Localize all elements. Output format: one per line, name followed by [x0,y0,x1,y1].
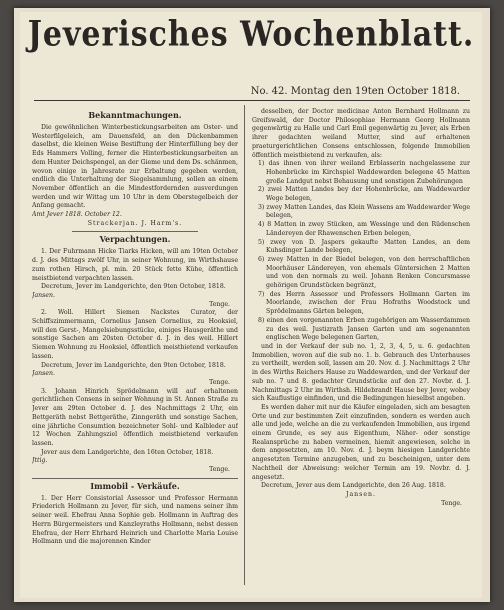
property-item: 4) 8 Matten in zwey Stücken, am Wessinge und den Rüdenschen Ländereyen der Rhawenschen Erben belegen, [258,221,470,237]
section-heading-announcements: Bekanntmachungen. [88,110,182,120]
lease-notice-3: 3. Johann Hinrich Sprödelmann will auf erhaltenen gerichtlichen Consens in seiner Wohnung in St. Annen Straße zu Jever am 29ten October d. J. des Nachmittags 2 Uhr, ein Bettgeräth nebst Bettgeräthe, Zinngeräth und sonstige Sachen, eine jährliche Consumtion bezeichneter Sohl- und Kalbleder auf 12 Wochen Zahlungsziel öffentlich meistbietend verkaufen lassen. [32,387,238,447]
announcement-text: Die gewöhnlichen Winterbestickungsarbeiten am Oster- und Westerfilgeleich, am Dauensfeld, an den Dückenbammen daselbst, die kleinen Weise Bestiftung der Hinterfüllung bey der Eds Hammers Volling, ferner die Hinterbestickungsarbeiten an dem Hunter Deichspengel, an der Gieme und dem Ds. schänmen, wovon einige in Jahresrate zur Erbaltung gegeben werden, endlich die Unterhaltung der Siegelsammlung, sollen an einem November öffentlich an die Mindestfordernden ausverdungen werden und wir Wittag um 10 Uhr in dem Oberstegelbeich der Anfang gemacht. [32,124,238,210]
left-column [32,108,238,588]
section-heading-property-sales: Immobil - Verkäufe. [90,480,180,491]
header-rule [34,100,470,101]
newspaper-masthead: Jeverisches Wochenblatt. [27,14,475,55]
sale-decree: Decretum, Jever aus dem Landgerichte, den 26 Aug. 1818. [261,482,446,490]
property-item: 3) zwey Matten Landes, das Klein Wassens am Waddewarder Wege belegen, [258,203,470,220]
lease-notice-1: 1. Der Fuhrmann Hicke Tiarks Hicken, will am 19ten October d. J. des Mittags zwölf Uhr, in seiner Wohnung, im Wirthshause zum rothen Hirsch, pl. min. 20 Stück fette Kühe, öffentlich meistbietend verpachten lassen. [32,248,238,282]
lease-notice-2: 2. Woll. Hillert Siemen Nackstes Curator, der Schiffszimmermann, Cornelius Jansen Cornelius, zu Hooksiel, will den Gerst-, Mangelsiebungsstücke, einiges Hausgeräthe und sonstige Sachen am 20sten October d. J. in des weil. Hillert Siemen Wohnung zu Hooksiel, öffentlich meistbietend verkaufen lassen. [32,309,238,360]
scanned-page-frame [14,8,490,602]
property-item: 7) des Herrn Assessor und Professors Hollmann Garten im Moorlande, zwischen der Frau Hofraths Woodstock und Sprödelmanns Gärten belegen, [258,290,470,316]
announcement-signatures: Strackerjan. J. Harm's. [87,219,183,227]
lease-notice-1-signer-1: Jansen. [32,291,55,299]
property-sale-notice: 1. Der Herr Consistorial Assessor und Professor Hermann Friederich Hollmann zu Jever, für sich, und namens seiner ihm seiner weil. Ehefrau Anna Sophie geb. Hollmann in Auftrag des Herrn Bürgermeisters und Kanzleyraths Hollmann, nebst dessen Ehefrau, der Herr Ehrhard Heinrich und Charlotte Maria Louise Hollmann und die majorennen Kinder [32,494,238,546]
sale-signer-1: Jansen. [346,490,376,498]
property-item: 5) zwey von D. Jaspers gekaufte Matten Landes, an dem Kuhsdinger Lande belegen, [258,238,470,255]
newspaper-page [20,12,482,598]
right-column [252,108,470,588]
lease-notice-2-signer-2: Tenge. [209,378,230,386]
sale-claims-notice: Es werden daher mit nur die Käufer eingeladen, sich am besagten Orte und zur bestimmten Zeit einzufinden, sondern es werden auch alle und jede, welche an die zu verkaufenden Immobilien, aus irgend einem Grunde, es sey aus Eigenthum, Näher- oder sonstige Realansprüche zu haben vermeinen, hiemit angewiesen, solche in dem angesetzten, am 10. Nov. d. J. beym hiesigen Landgerichte angesetzten Termine anzugeben, und zu bescheinigen, unter dem Nachtheil der Abweisung: welcher Termin am 19. Novbr. d. J. angesetzt. [252,403,470,481]
announcement-date: Amt Jever 1818. October 12. [32,211,122,219]
separator [72,231,198,232]
issue-dateline: No. 42. Montag den 19ten October 1818. [250,86,460,97]
property-item: 1) das ihnen von ihrer weiland Erblasserin nachgelassene zur Hohenbrücke im Kirchspiel Waddewarden belegene 45 Matten große Landgut nebst Behausung und sonstigen Zubehörungen [258,160,470,185]
property-sale-continuation: desselben, der Doctor medicinae Anton Bernhard Hollmann zu Greifswald, der Doctor Philosophiae Hermann Georg Hollmann gegenwärtig zu Halle und Carl Emil gegenwärtig zu Jever, als Erben ihrer gedachten weiland Mutter, sind auf erhaltenen praeturgerichtlichen Consens entschlossen, folgende Immobilien öffentlich meistbietend zu verkaufen, als: [252,108,470,159]
lease-notice-2-signer-1: Jansen. [32,370,55,378]
lease-notice-1-decree: Decretum, Jever im Landgerichte, den 9ten October, 1818. [41,283,226,291]
sale-signer-2: Tenge. [441,499,462,507]
sale-terms: und in der Verkauf der sub no. 1, 2, 3, 4, 5, u. 6. gedachten Immobilien, wovon auf die sub no. 1. b. Gebrauch des Unterhauses zu vertheilt, werden soll, lassen am 20. Nov. d. J. Nachmittags 2 Uhr in des Wirths Reichers Hause zu Waddewarden, und der Verkauf der sub no. 7 und 8. gedachter Grundstücke auf den 27. Novbr. d. J. Nachmittags 2 Uhr im Wirthsh. Hildebrandt Hause bey Jever, wobey sich Kauflustige einfinden, und die Bedingungen hieselbst angeben. [252,342,470,403]
lease-notice-2-decree: Decretum, Jever im Landgerichte, den 9ten October, 1818. [41,361,226,369]
separator [32,478,238,479]
lease-notice-3-signer-2: Tenge. [209,466,230,474]
section-heading-leases: Verpachtungen. [99,234,171,245]
lease-notice-3-decree: Jever aus dem Landgerichte, den 16ten October, 1818. [41,448,214,456]
property-item: 8) einen den vorgenannten Erben zugehörigen am Wasserdammen zu des weil. Justizrath Jansen Garten und am sogenannten englischen Wege belegenen Garten, [258,316,470,342]
property-item: 2) zwei Matten Landes bey der Hohenbrücke, am Waddewarder Wege belegen, [258,186,470,203]
column-divider [244,105,245,585]
property-item: 6) zwey Matten in der Biedel belegen, von den herrschaftlichen Moorhäuser Ländereyen, von ehemals Güntersichen 2 Matten und von den normals zu weil. Johann Renken Concursmasse gehörigen Grundstücken begränzt, [258,255,470,290]
lease-notice-3-signer-1: Jttig. [32,457,48,465]
lease-notice-1-signer-2: Tenge. [209,300,230,308]
